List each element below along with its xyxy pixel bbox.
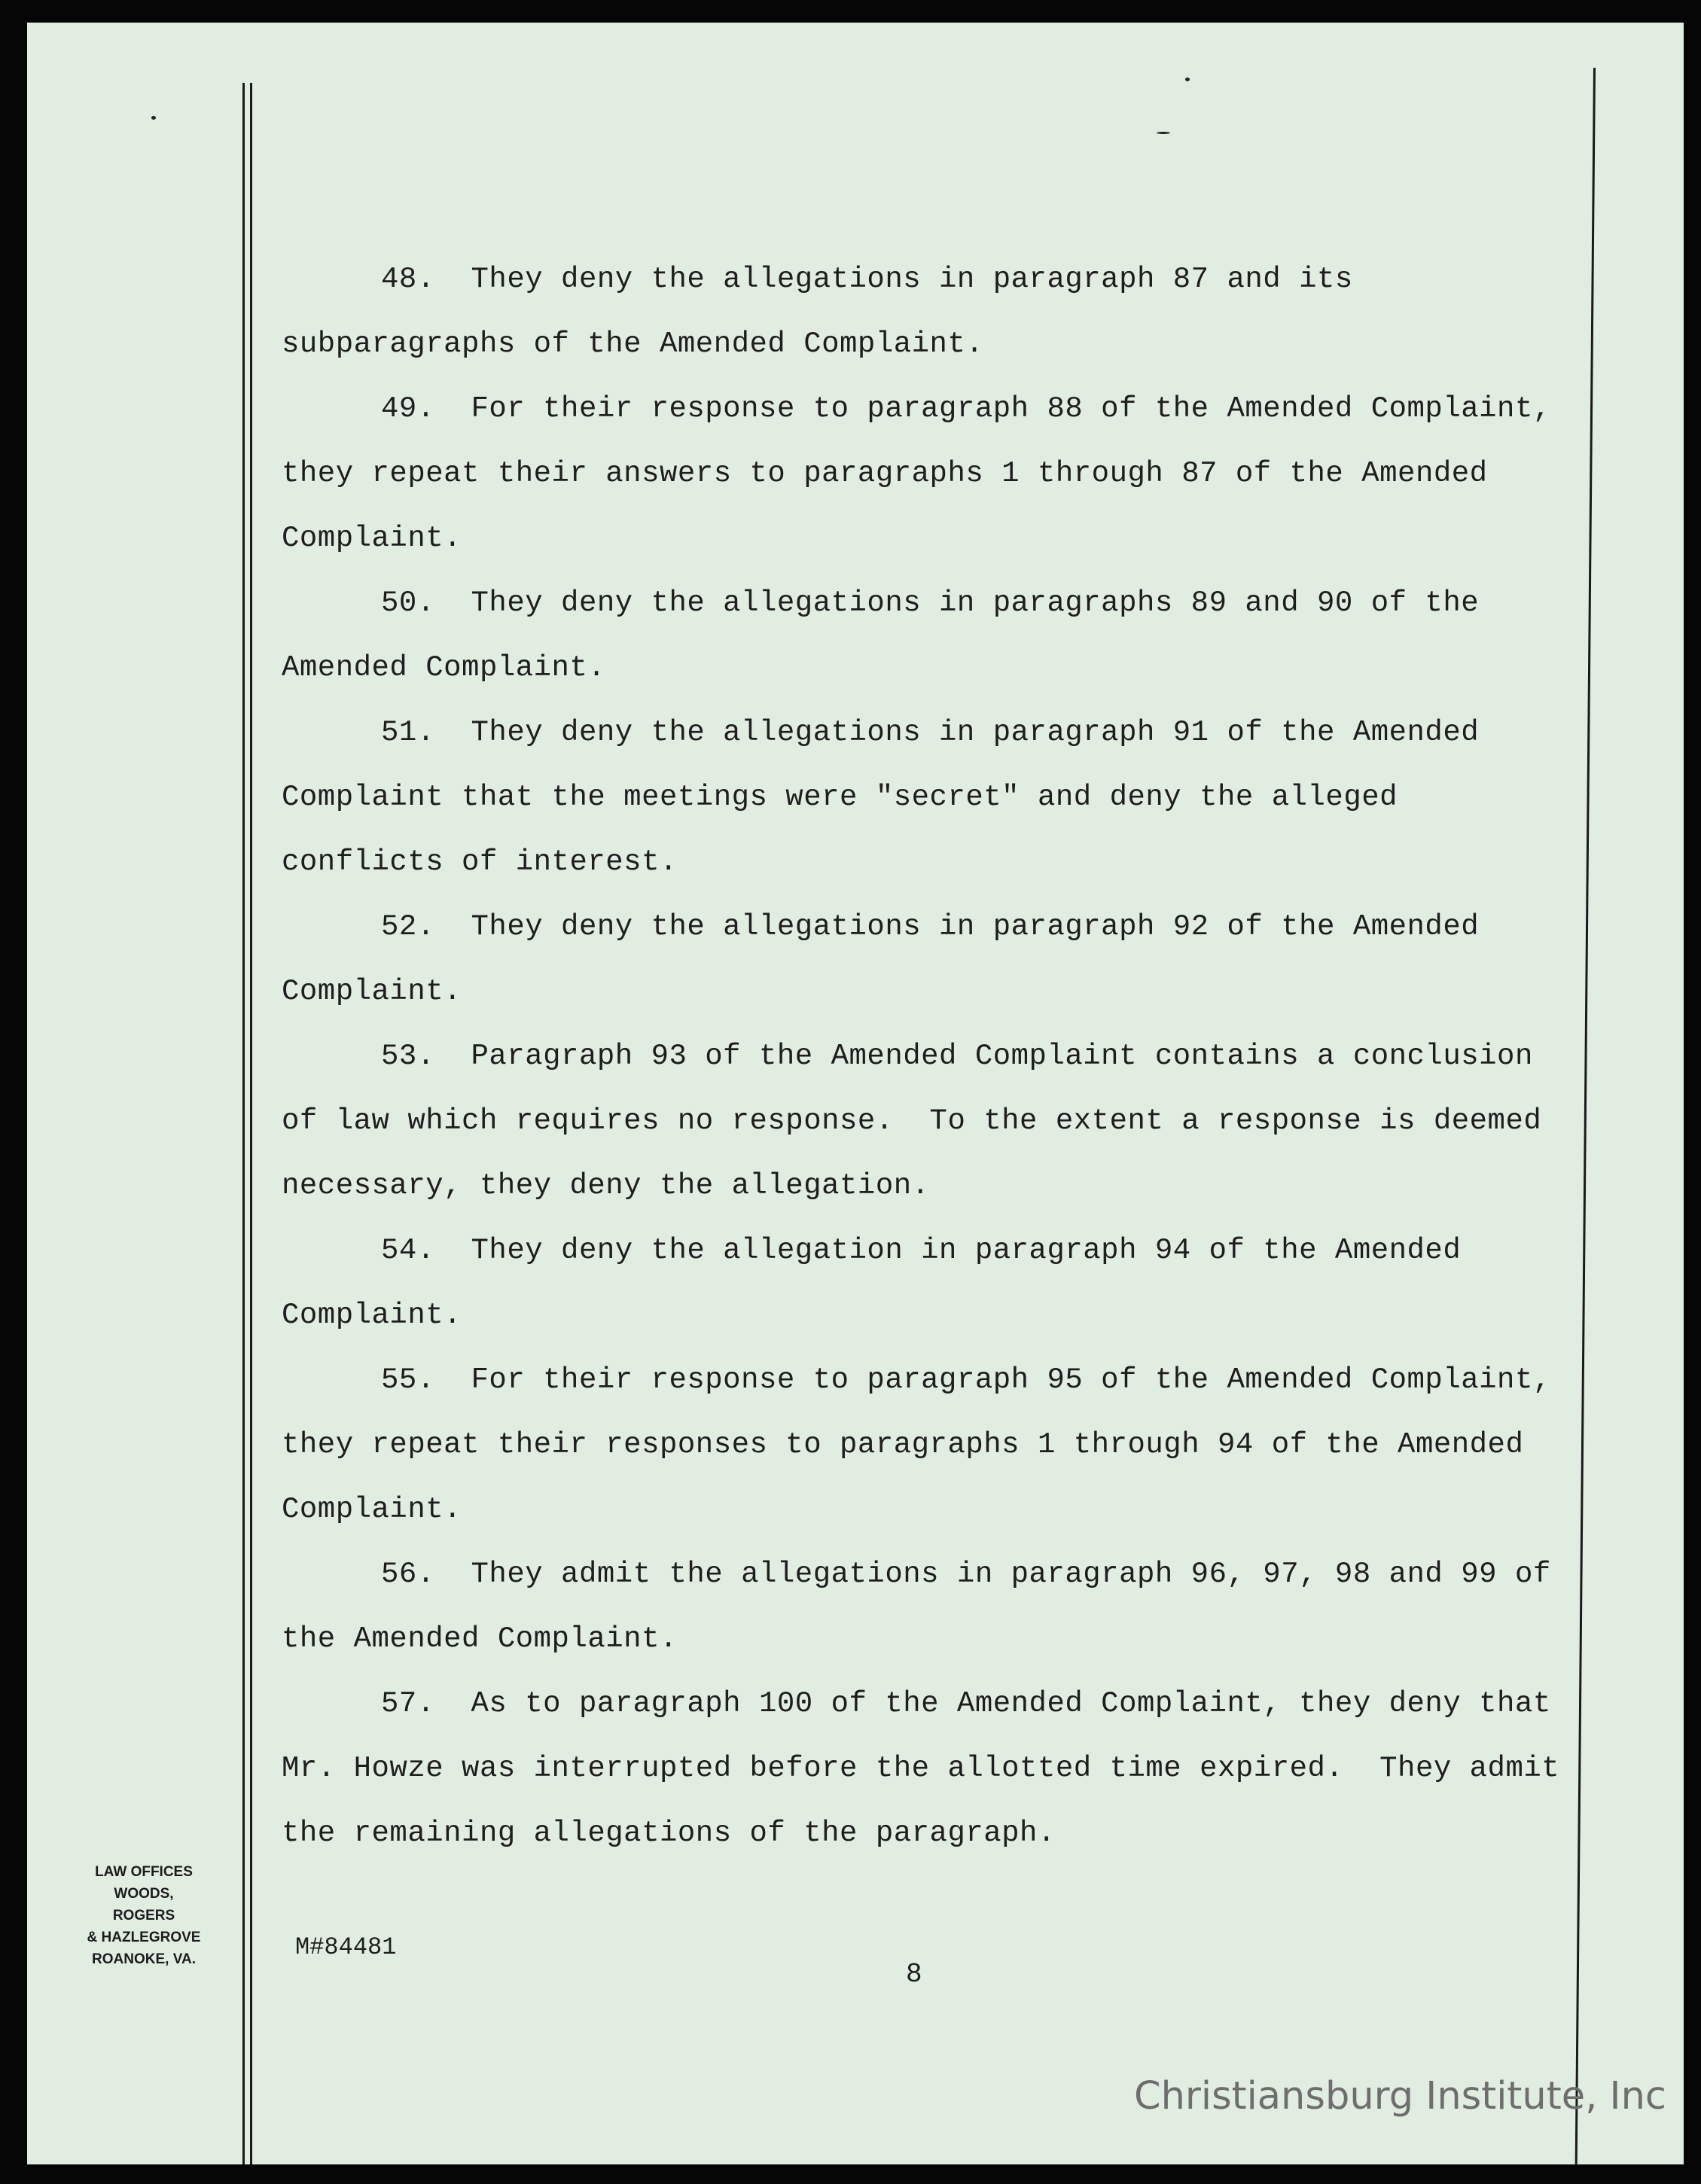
paragraph-54: 54. They deny the allegation in paragraph 94 of the Amended Complaint. — [282, 1234, 1480, 1332]
paragraph-57: 57. As to paragraph 100 of the Amended Complaint, they deny that Mr. Howze was interrupted before the allotted time expired. They admit the remaining allegations of the paragraph. — [282, 1687, 1578, 1850]
document-id: M#84481 — [295, 1933, 397, 1961]
page-number: 8 — [906, 1959, 922, 1990]
left-margin-rule — [242, 83, 245, 2164]
paragraph-53: 53. Paragraph 93 of the Amended Complaint contains a conclusion of law which requires no response. To the extent a response is deemed necessary, they deny the allegation. — [282, 1040, 1560, 1202]
law-office-sidebar — [84, 1861, 204, 1970]
left-margin-rule-inner — [250, 83, 252, 2164]
paragraph-52: 52. They deny the allegations in paragraph 92 of the Amended Complaint. — [282, 910, 1498, 1008]
paragraph-55: 55. For their response to paragraph 95 of the Amended Complaint, they repeat their responses to paragraphs 1 through 94 of the Amended Complaint. — [282, 1363, 1569, 1526]
sidebar-line-city: ROANOKE, VA. — [92, 1951, 196, 1967]
body-text — [282, 247, 1578, 1866]
paragraph-48: 48. They deny the allegations in paragraph 87 and its subparagraphs of the Amended Complaint. — [282, 263, 1371, 361]
scan-speck — [1157, 132, 1170, 134]
sidebar-line-law-offices: LAW OFFICES — [95, 1864, 193, 1880]
paragraph-51: 51. They deny the allegations in paragraph 91 of the Amended Complaint that the meetings were "secret" and deny the alleged conflicts of interest. — [282, 716, 1498, 879]
paragraph-56: 56. They admit the allegations in paragraph 96, 97, 98 and 99 of the Amended Complaint. — [282, 1558, 1569, 1656]
sidebar-line-firm-name: WOODS, ROGERS — [112, 1886, 175, 1924]
paragraph-50: 50. They deny the allegations in paragraphs 89 and 90 of the Amended Complaint. — [282, 586, 1498, 684]
watermark: Christiansburg Institute, Inc — [1134, 2074, 1666, 2119]
scan-speck — [151, 116, 156, 120]
right-margin-rule — [1575, 68, 1596, 2164]
scan-speck — [1185, 78, 1190, 81]
sidebar-line-firm-name-2: & HAZLEGROVE — [87, 1930, 201, 1945]
document-page — [27, 23, 1684, 2164]
paragraph-49: 49. For their response to paragraph 88 of the Amended Complaint, they repeat their answers to paragraphs 1 through 87 of the Amended Complaint. — [282, 392, 1569, 555]
